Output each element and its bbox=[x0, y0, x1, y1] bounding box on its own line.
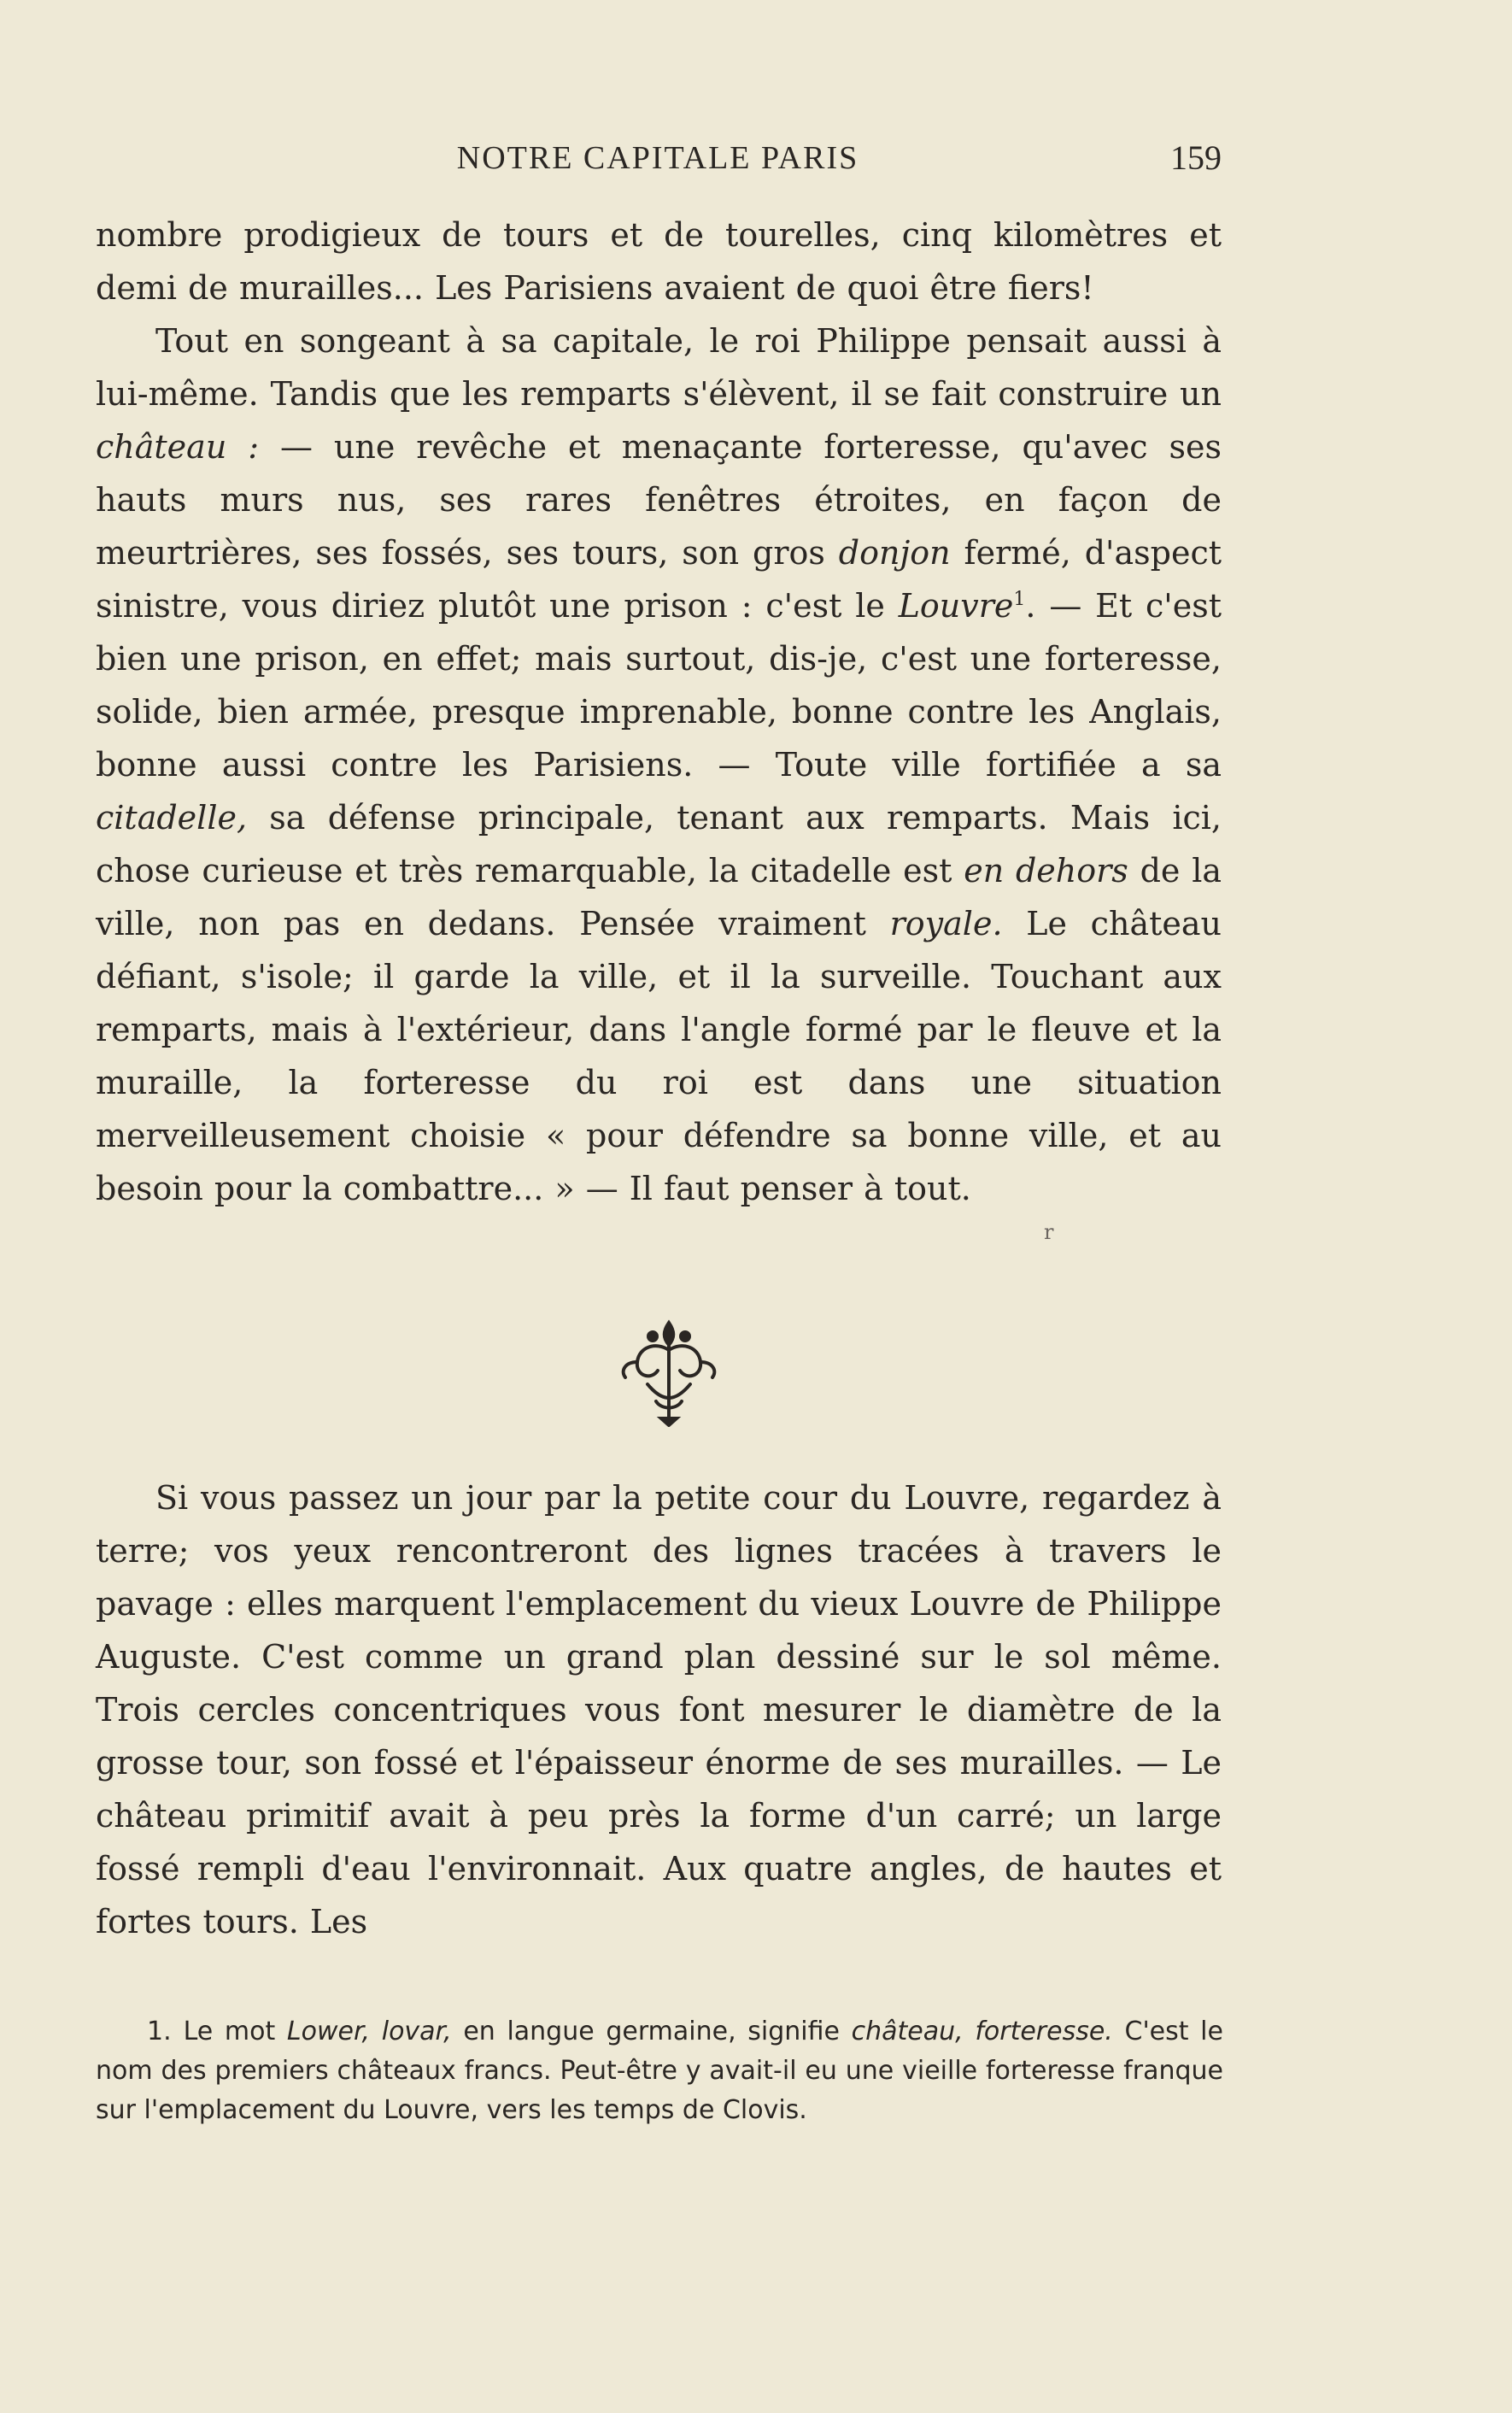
text-run: C'est le nom des premiers châteaux francs. Peut-être y avait-il eu une vieille forteresse franque sur l'emplacement du Louvre, vers les temps de Clovis. bbox=[96, 2017, 1223, 2125]
page-number: 159 bbox=[1170, 138, 1222, 177]
footnote-reference[interactable]: 1 bbox=[1013, 589, 1026, 610]
text-block-top bbox=[96, 208, 1222, 1215]
fleuron-ornament-icon bbox=[613, 1316, 724, 1427]
text-run: Tout en songeant à sa capitale, le roi Philippe pensait aussi à lui-même. Tandis que les remparts s'élèvent, il se fait construire un bbox=[96, 322, 1222, 413]
italic-chateau-forteresse: château, forteresse. bbox=[851, 2017, 1113, 2046]
text-run: Le château défiant, s'isole; il garde la ville, et il la surveille. Touchant aux remparts, mais à l'extérieur, dans l'angle formé par le fleuve et la muraille, la forteresse du roi est dans une situation merveilleusement choisie « pour défendre sa bonne ville, et au besoin pour la combattre... » — Il faut penser à tout. bbox=[96, 905, 1222, 1207]
footnote-number: 1. bbox=[147, 2017, 172, 2046]
italic-chateau: château : bbox=[96, 428, 260, 466]
italic-louvre: Louvre bbox=[898, 587, 1014, 625]
paragraph-petite-cour: Si vous passez un jour par la petite cour du Louvre, regardez à terre; vos yeux rencontreront des lignes tracées à travers le pavage : elles marquent l'emplacement du vieux Louvre de Philippe Auguste. C'est comme un grand plan dessiné sur le sol même. Trois cercles concentriques vous font mesurer le diamètre de la grosse tour, son fossé et l'épaisseur énorme de ses murailles. — Le château primitif avait à peu près la forme d'un carré; un large fossé rempli d'eau l'environnait. Aux quatre angles, de hautes et fortes tours. Les bbox=[96, 1479, 1222, 1940]
italic-lower-lovar: Lower, lovar, bbox=[286, 2017, 452, 2046]
text-run: de la ville, non pas en dedans. Pensée vraiment bbox=[96, 852, 1222, 942]
running-head bbox=[94, 132, 1222, 184]
stray-print-mark: r bbox=[1044, 1220, 1054, 1244]
italic-donjon: donjon bbox=[838, 534, 951, 572]
text-run: . — Et c'est bien une prison, en effet; mais surtout, dis-je, c'est une forteresse, solide, bien armée, presque imprenable, bonne contre les Anglais, bonne aussi contre les Parisiens. — Toute ville fortifiée a sa bbox=[96, 587, 1222, 784]
paragraph-louvre-chateau bbox=[96, 314, 1222, 1215]
text-run: fermé, d'aspect sinistre, vous diriez plutôt une prison : c'est le bbox=[96, 534, 1222, 625]
text-run: — une revêche et menaçante forteresse, qu'avec ses hauts murs nus, ses rares fenêtres étroites, en façon de meurtrières, ses fossés, ses tours, son gros bbox=[96, 428, 1222, 572]
italic-citadelle: citadelle, bbox=[96, 799, 248, 837]
paragraph-continuation: nombre prodigieux de tours et de tourelles, cinq kilomètres et demi de murailles... Les Parisiens avaient de quoi être fiers! bbox=[96, 216, 1222, 307]
italic-en-dehors: en dehors bbox=[964, 852, 1128, 889]
text-run: en langue germaine, signifie bbox=[451, 2017, 852, 2046]
running-title: NOTRE CAPITALE PARIS bbox=[456, 140, 859, 176]
italic-royale: royale. bbox=[889, 905, 1003, 942]
footnote bbox=[96, 2012, 1223, 2130]
text-run: sa défense principale, tenant aux remparts. Mais ici, chose curieuse et très remarquable, la citadelle est bbox=[96, 799, 1222, 889]
text-block-bottom bbox=[96, 1471, 1222, 1948]
footnote-text bbox=[96, 2012, 1223, 2130]
text-run: Le mot bbox=[183, 2017, 287, 2046]
